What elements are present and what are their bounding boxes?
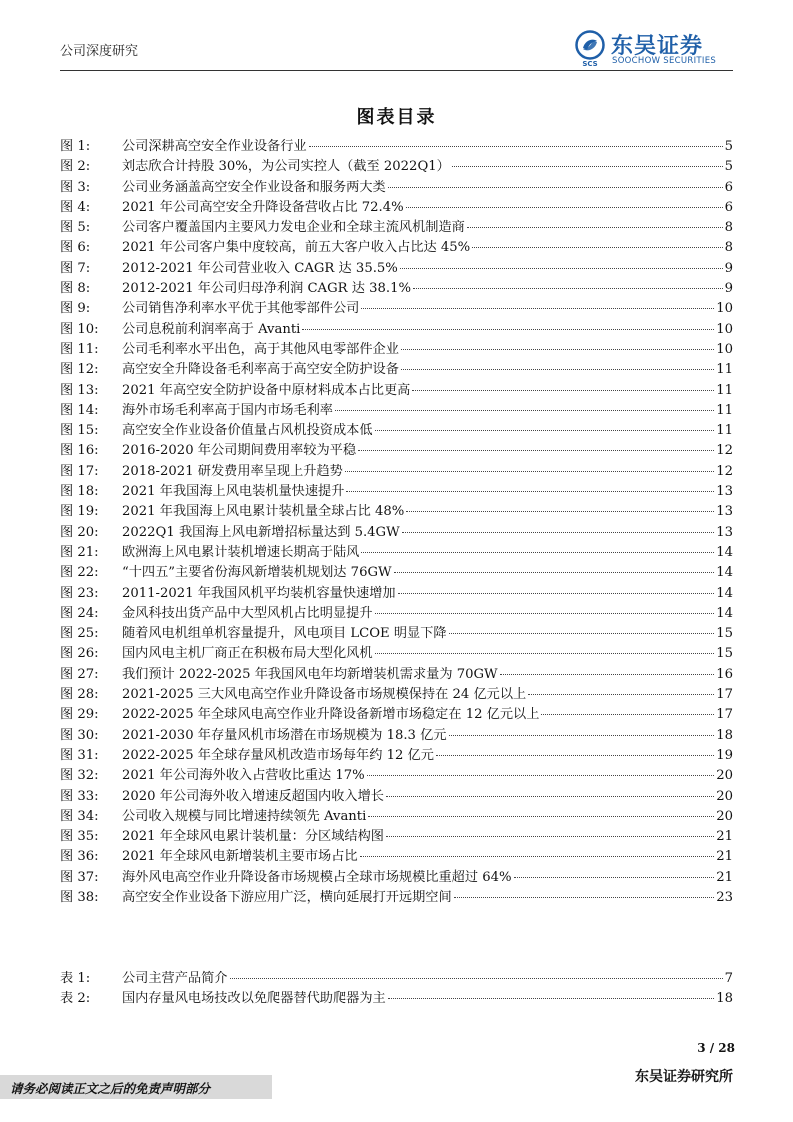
figure-entry-title: 欧洲海上风电累计装机增速长期高于陆风 xyxy=(122,544,360,560)
figure-entry-label: 图 1: xyxy=(60,139,91,154)
figure-entry[interactable] xyxy=(60,888,733,908)
table-entry-title: 国内存量风电场技改以免爬器替代助爬器为主 xyxy=(122,991,386,1007)
figure-entry-label: 图 5: xyxy=(60,220,91,236)
dot-leader xyxy=(541,713,714,715)
figure-entry-page: 8 xyxy=(724,220,733,236)
dot-leader xyxy=(449,632,715,634)
dot-leader xyxy=(230,977,723,979)
dot-leader xyxy=(386,795,714,797)
figure-entry[interactable] xyxy=(60,320,733,340)
figure-entry-label: 图 24: xyxy=(60,605,99,621)
figure-entry-title: 2022Q1 我国海上风电新增招标量达到 5.4GW xyxy=(122,524,400,540)
figure-entry[interactable] xyxy=(60,827,733,847)
dot-leader xyxy=(375,652,715,654)
figure-entry[interactable] xyxy=(60,766,733,786)
figure-entry-title: 公司客户覆盖国内主要风力发电企业和全球主流风机制造商 xyxy=(122,220,465,236)
figure-entry-title: 刘志欣合计持股 30%，为公司实控人（截至 2022Q1） xyxy=(122,159,450,175)
dot-leader xyxy=(401,348,714,350)
figure-entry[interactable] xyxy=(60,624,733,644)
figure-entry-label: 图 17: xyxy=(60,463,99,479)
figure-entry-page: 21 xyxy=(716,869,733,885)
figure-entry-page: 10 xyxy=(716,341,733,357)
dot-leader xyxy=(398,592,715,594)
figure-entry-page: 10 xyxy=(716,301,733,317)
dot-leader xyxy=(449,734,715,736)
figure-entry-label: 图 29: xyxy=(60,707,99,723)
figure-entry-title: 2021 年我国海上风电装机量快速提升 xyxy=(122,484,345,500)
dot-leader xyxy=(375,612,715,614)
dot-leader xyxy=(406,206,723,208)
figure-entry[interactable] xyxy=(60,665,733,685)
figure-entry-title: 2021 年公司海外收入占营收比重达 17% xyxy=(122,768,365,784)
dot-leader xyxy=(401,368,714,370)
figure-entry-title: 2021-2030 年存量风机市场潜在市场规模为 18.3 亿元 xyxy=(122,727,447,743)
figure-entry-title: 公司息税前利润率高于 Avanti xyxy=(122,321,301,337)
figure-entry-page: 15 xyxy=(716,626,733,642)
figure-entry-label: 图 26: xyxy=(60,646,99,662)
table-entry-label: 表 1: xyxy=(60,971,91,986)
figure-entry-page: 14 xyxy=(716,544,733,560)
figure-entry-label: 图 13: xyxy=(60,382,99,398)
figure-entry-label: 图 21: xyxy=(60,544,99,560)
figure-entry-page: 15 xyxy=(716,646,733,662)
figure-entry-label: 图 30: xyxy=(60,727,99,743)
figure-entry-label: 图 19: xyxy=(60,504,99,520)
page-title: 图表目录 xyxy=(356,107,437,128)
dot-leader xyxy=(528,693,714,695)
figure-entry-page: 11 xyxy=(716,402,733,418)
logo-english-name: SOOCHOW SECURITIES xyxy=(612,56,717,66)
figure-entry-page: 23 xyxy=(716,889,733,905)
figure-entry-label: 图 15: xyxy=(60,423,99,439)
figure-entry-label: 图 34: xyxy=(60,808,99,824)
figure-entry[interactable] xyxy=(60,604,733,624)
figure-entry-page: 19 xyxy=(716,747,733,763)
figure-entry[interactable] xyxy=(60,360,733,380)
figure-entry-page: 17 xyxy=(716,687,733,703)
dot-leader xyxy=(388,186,723,188)
figure-entry[interactable] xyxy=(60,441,733,461)
figure-entry-page: 20 xyxy=(716,768,733,784)
figure-entry-title: 金风科技出货产品中大型风机占比明显提升 xyxy=(122,605,373,621)
figure-entry-label: 图 27: xyxy=(60,666,99,682)
figure-entry[interactable] xyxy=(60,746,733,766)
figure-entry-label: 图 16: xyxy=(60,443,99,459)
figure-entry[interactable] xyxy=(60,137,733,157)
figure-entry-label: 图 28: xyxy=(60,687,99,703)
figure-entry-title: “十四五”主要省份海风新增装机规划达 76GW xyxy=(122,565,392,581)
figure-entry-label: 图 10: xyxy=(60,321,99,337)
figure-entry-label: 图 12: xyxy=(60,362,99,378)
dot-leader xyxy=(454,896,715,898)
figure-entry[interactable] xyxy=(60,502,733,522)
figure-entry-label: 图 11: xyxy=(60,341,99,357)
dot-leader xyxy=(400,267,723,269)
figure-entry[interactable] xyxy=(60,198,733,218)
figure-entry-title: 随着风电机组单机容量提升，风电项目 LCOE 明显下降 xyxy=(122,626,447,642)
figure-entry-page: 6 xyxy=(724,199,733,215)
figure-entry-page: 5 xyxy=(724,159,733,175)
figure-entry-page: 9 xyxy=(724,260,733,276)
footer-organization: 东吴证券研究所 xyxy=(635,1069,733,1085)
figure-entry-label: 图 35: xyxy=(60,829,99,845)
figure-entry-title: 公司业务涵盖高空安全作业设备和服务两大类 xyxy=(122,179,386,195)
page-number: 3 / 28 xyxy=(697,1041,735,1055)
dot-leader xyxy=(394,571,715,573)
figure-entry-page: 9 xyxy=(724,281,733,297)
figure-entry-page: 6 xyxy=(724,179,733,195)
figure-entry-title: 2021 年高空安全防护设备中原材料成本占比更高 xyxy=(122,382,411,398)
figure-entry-page: 14 xyxy=(716,605,733,621)
figure-entry-page: 11 xyxy=(716,423,733,439)
dot-leader xyxy=(368,815,714,817)
figure-entry-page: 13 xyxy=(716,504,733,520)
figure-entry-label: 图 6: xyxy=(60,240,91,256)
figure-entry-label: 图 37: xyxy=(60,869,99,885)
figure-entry[interactable] xyxy=(60,299,733,319)
figure-entry-label: 图 25: xyxy=(60,626,99,642)
figure-entry[interactable] xyxy=(60,238,733,258)
dot-leader xyxy=(402,531,715,533)
figure-entry-title: 2018-2021 研发费用率呈现上升趋势 xyxy=(122,463,343,479)
figure-entry[interactable] xyxy=(60,259,733,279)
figure-entry-page: 13 xyxy=(716,524,733,540)
figure-entry-label: 图 38: xyxy=(60,889,99,905)
table-list xyxy=(60,969,733,1010)
figure-entry-page: 5 xyxy=(724,139,733,154)
figure-entry-title: 2012-2021 年公司归母净利润 CAGR 达 38.1% xyxy=(122,281,412,297)
dot-leader xyxy=(335,409,714,411)
figure-entry-label: 图 3: xyxy=(60,179,91,195)
dot-leader xyxy=(500,673,715,675)
figure-entry[interactable] xyxy=(60,279,733,299)
figure-entry-page: 20 xyxy=(716,808,733,824)
figure-entry[interactable] xyxy=(60,482,733,502)
figure-entry-title: 公司收入规模与同比增速持续领先 Avanti xyxy=(122,808,367,824)
figure-entry-page: 21 xyxy=(716,849,733,865)
figure-entry-label: 图 23: xyxy=(60,585,99,601)
table-entry-label: 表 2: xyxy=(60,991,91,1007)
figure-entry[interactable] xyxy=(60,401,733,421)
figure-entry-page: 10 xyxy=(716,321,733,337)
figure-entry-page: 12 xyxy=(716,443,733,459)
figure-entry-title: 国内风电主机厂商正在积极布局大型化风机 xyxy=(122,646,373,662)
figure-entry-title: 2022-2025 年全球风电高空作业升降设备新增市场稳定在 12 亿元以上 xyxy=(122,707,540,723)
dot-leader xyxy=(302,328,714,330)
figure-entry-title: 2021 年我国海上风电累计装机量全球占比 48% xyxy=(122,504,405,520)
figure-entry-title: 高空安全升降设备毛利率高于高空安全防护设备 xyxy=(122,362,399,378)
figure-entry-label: 图 9: xyxy=(60,301,91,317)
figure-entry-title: 公司深耕高空安全作业设备行业 xyxy=(122,139,307,154)
logo-chinese-name: 东吴证券 xyxy=(611,34,704,59)
figure-entry[interactable] xyxy=(60,218,733,238)
figure-entry[interactable] xyxy=(60,705,733,725)
dot-leader xyxy=(436,754,714,756)
dot-leader xyxy=(346,490,714,492)
figure-entry-title: 高空安全作业设备下游应用广泛，横向延展打开远期空间 xyxy=(122,889,452,905)
figure-entry-page: 12 xyxy=(716,463,733,479)
figure-entry[interactable] xyxy=(60,584,733,604)
figure-entry-title: 2022-2025 年全球存量风机改造市场每年约 12 亿元 xyxy=(122,747,434,763)
figure-entry-page: 11 xyxy=(716,382,733,398)
dot-leader xyxy=(367,774,715,776)
figure-entry-label: 图 22: xyxy=(60,565,99,581)
figure-entry[interactable] xyxy=(60,787,733,807)
dot-leader xyxy=(406,510,714,512)
dot-leader xyxy=(413,287,723,289)
figure-entry-title: 高空安全作业设备价值量占风机投资成本低 xyxy=(122,423,373,439)
header-divider xyxy=(60,70,733,71)
figure-entry-title: 公司毛利率水平出色，高于其他风电零部件企业 xyxy=(122,341,399,357)
footer-disclaimer: 请务必阅读正文之后的免责声明部分 xyxy=(10,1081,211,1096)
figure-entry-label: 图 32: xyxy=(60,768,99,784)
dot-leader xyxy=(345,470,714,472)
figure-entry[interactable] xyxy=(60,462,733,482)
dot-leader xyxy=(472,246,722,248)
dot-leader xyxy=(361,307,714,309)
figure-entry-label: 图 4: xyxy=(60,199,91,215)
figure-entry-label: 图 7: xyxy=(60,260,91,276)
table-entry[interactable] xyxy=(60,989,733,1009)
figure-entry-page: 17 xyxy=(716,707,733,723)
figure-entry[interactable] xyxy=(60,868,733,888)
logo-abbr: SCS xyxy=(582,60,598,68)
figure-entry[interactable] xyxy=(60,421,733,441)
figure-entry-title: 2021 年全球风电新增装机主要市场占比 xyxy=(122,849,358,865)
figure-entry-label: 图 8: xyxy=(60,281,91,297)
figure-entry-label: 图 18: xyxy=(60,484,99,500)
company-logo xyxy=(575,30,745,70)
dot-leader xyxy=(358,449,714,451)
figure-entry[interactable] xyxy=(60,563,733,583)
figure-entry-label: 图 2: xyxy=(60,159,91,175)
figure-entry-title: 公司销售净利率水平优于其他零部件公司 xyxy=(122,301,360,317)
dot-leader xyxy=(452,165,723,167)
figure-entry[interactable] xyxy=(60,523,733,543)
dot-leader xyxy=(412,389,714,391)
figure-entry[interactable] xyxy=(60,807,733,827)
figure-entry[interactable] xyxy=(60,644,733,664)
figure-entry-title: 2021-2025 三大风电高空作业升降设备市场规模保持在 24 亿元以上 xyxy=(122,687,527,703)
figure-list xyxy=(60,137,733,908)
figure-entry-label: 图 20: xyxy=(60,524,99,540)
dot-leader xyxy=(386,835,714,837)
dot-leader xyxy=(388,997,714,999)
figure-entry-page: 13 xyxy=(716,484,733,500)
dot-leader xyxy=(309,145,723,147)
figure-entry-title: 2016-2020 年公司期间费用率较为平稳 xyxy=(122,443,357,459)
figure-entry[interactable] xyxy=(60,340,733,360)
figure-entry[interactable] xyxy=(60,381,733,401)
figure-entry[interactable] xyxy=(60,847,733,867)
figure-entry-page: 20 xyxy=(716,788,733,804)
figure-entry[interactable] xyxy=(60,726,733,746)
figure-entry-page: 8 xyxy=(724,240,733,256)
figure-entry-title: 2021 年公司高空安全升降设备营收占比 72.4% xyxy=(122,199,404,215)
figure-entry-label: 图 33: xyxy=(60,788,99,804)
figure-entry-title: 2011-2021 年我国风机平均装机容量快速增加 xyxy=(122,585,396,601)
dot-leader xyxy=(375,429,715,431)
dot-leader xyxy=(467,226,723,228)
table-entry-page: 18 xyxy=(716,991,733,1007)
figure-entry-page: 16 xyxy=(716,666,733,682)
figure-entry-title: 2012-2021 年公司营业收入 CAGR 达 35.5% xyxy=(122,260,398,276)
figure-entry-title: 2020 年公司海外收入增速反超国内收入增长 xyxy=(122,788,384,804)
table-entry-title: 公司主营产品简介 xyxy=(122,971,228,986)
figure-entry-title: 我们预计 2022-2025 年我国风电年均新增装机需求量为 70GW xyxy=(122,666,498,682)
logo-mark-icon xyxy=(575,30,605,60)
figure-entry[interactable] xyxy=(60,178,733,198)
figure-entry-page: 11 xyxy=(716,362,733,378)
figure-entry-label: 图 36: xyxy=(60,849,99,865)
figure-entry-page: 21 xyxy=(716,829,733,845)
figure-entry-title: 海外市场毛利率高于国内市场毛利率 xyxy=(122,402,333,418)
figure-entry-page: 18 xyxy=(716,727,733,743)
figure-entry[interactable] xyxy=(60,543,733,563)
figure-entry-title: 2021 年公司客户集中度较高，前五大客户收入占比达 45% xyxy=(122,240,471,256)
dot-leader xyxy=(360,855,715,857)
figure-entry-title: 2021 年全球风电累计装机量：分区域结构图 xyxy=(122,829,384,845)
dot-leader xyxy=(514,876,715,878)
figure-entry-title: 海外风电高空作业升降设备市场规模占全球市场规模比重超过 64% xyxy=(122,869,512,885)
table-entry[interactable] xyxy=(60,969,733,989)
figure-entry-label: 图 31: xyxy=(60,747,99,763)
table-entry-page: 7 xyxy=(724,971,733,986)
dot-leader xyxy=(361,551,714,553)
doc-type-label: 公司深度研究 xyxy=(60,44,139,59)
figure-entry-label: 图 14: xyxy=(60,402,99,418)
figure-entry-page: 14 xyxy=(716,565,733,581)
figure-entry-page: 14 xyxy=(716,585,733,601)
figure-entry[interactable] xyxy=(60,157,733,177)
figure-entry[interactable] xyxy=(60,685,733,705)
